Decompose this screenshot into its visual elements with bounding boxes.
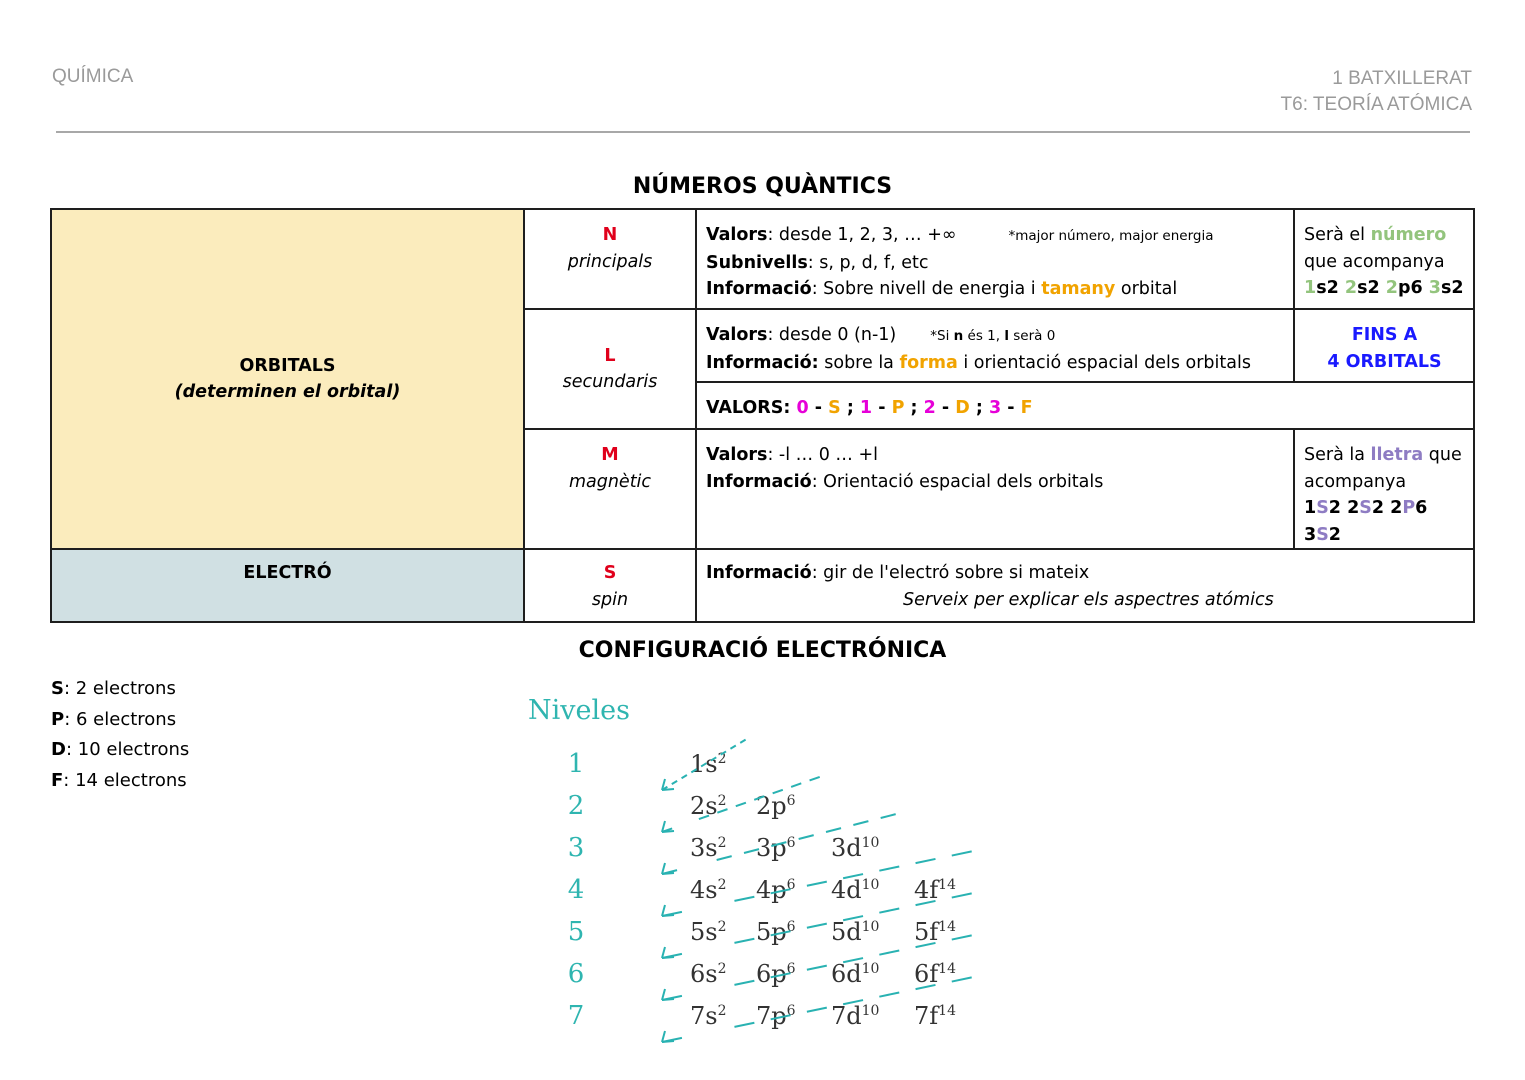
diagonal-line	[879, 951, 899, 955]
header-divider	[56, 131, 1470, 133]
diagonal-line	[853, 821, 868, 825]
diagonal-line	[717, 809, 727, 813]
diagonal-line	[662, 789, 674, 790]
level-number: 4	[567, 875, 585, 905]
diagonal-line	[807, 882, 827, 886]
diagram-heading: Niveles	[528, 695, 630, 726]
diagonal-line	[662, 947, 665, 958]
l-info-line: Informació: sobre la forma i orientació espacial dels orbitals	[706, 352, 1251, 373]
s-info-note: Serveix per explicar els aspectres atómics	[903, 589, 1274, 610]
diagonal-line	[952, 977, 972, 981]
orbital-label: $1s^2$	[690, 750, 727, 778]
diagonal-line	[662, 831, 674, 832]
diagonal-line	[826, 828, 841, 832]
diagonal-line	[799, 835, 814, 839]
diagonal-line	[662, 957, 674, 958]
diagonal-line	[662, 1041, 674, 1042]
diagonal-line	[791, 783, 801, 787]
diagonal-line	[879, 867, 899, 871]
header-course-level: 1 BATXILLERAT	[1332, 68, 1472, 89]
diagonal-line	[952, 935, 972, 939]
diagonal-line	[952, 893, 972, 897]
s-info-line: Informació: gir de l'electró sobre si mateix	[706, 563, 1090, 583]
orbital-label: $5s^2$	[690, 918, 727, 946]
diagonal-line	[662, 905, 665, 916]
list-item: P: 6 electrons	[51, 708, 177, 730]
orbital-label: $7f^{14}$	[914, 1002, 956, 1030]
m-valors-line: Valors: -l … 0 … +l	[706, 445, 879, 465]
diagonal-line	[734, 897, 754, 901]
orbital-label: $6d^{10}$	[831, 960, 880, 988]
n-example: 1s2 2s2 2p6 3s2	[1304, 278, 1464, 298]
l-note: *Si n és 1, l serà 0	[930, 328, 1056, 344]
diagonal-line	[672, 781, 677, 784]
level-number: 6	[567, 959, 585, 989]
diagonal-line	[879, 993, 899, 997]
diagonal-line	[682, 775, 687, 778]
m-info-line: Informació: Orientació espacial dels orbitals	[706, 471, 1104, 492]
m-info-cell	[696, 429, 1294, 549]
orbital-label: $4s^2$	[690, 876, 727, 904]
quantum-numbers-table	[50, 208, 1475, 623]
orbital-label: $3d^{10}$	[831, 834, 880, 862]
row-n	[51, 209, 1474, 309]
header-subject: QUÍMICA	[52, 66, 134, 87]
electron-capacity-list	[51, 674, 189, 796]
diagonal-line	[810, 777, 820, 781]
s-name: spin	[591, 589, 629, 610]
l-info-cell	[696, 309, 1294, 382]
level-number: 2	[567, 791, 585, 821]
diagonal-line	[881, 814, 896, 818]
diagonal-line	[717, 856, 732, 860]
orbital-label: $4f^{14}$	[914, 876, 956, 904]
m-example: 1S2 2S2 2P6 3S2	[1304, 498, 1428, 545]
n-note: *major número, major energia	[1008, 228, 1214, 244]
list-item: D: 10 electrons	[51, 739, 190, 760]
n-letter: N	[602, 225, 618, 245]
s-info-cell	[696, 549, 1474, 622]
orbital-label: $7s^2$	[690, 1002, 727, 1030]
diagonal-line	[734, 939, 754, 943]
diagonal-line	[730, 746, 735, 749]
diagonal-line	[879, 909, 899, 913]
row-s	[51, 549, 1474, 622]
m-letter: M	[601, 445, 619, 465]
l-letter: L	[604, 345, 616, 366]
l-values-line: VALORS: 0 - S ; 1 - P ; 2 - D ; 3 - F	[706, 398, 1033, 418]
orbital-label: $4p^6$	[756, 876, 796, 904]
orbital-label: $5f^{14}$	[914, 918, 956, 946]
n-subnivells-line: Subnivells: s, p, d, f, etc	[706, 252, 929, 273]
level-number: 7	[567, 1001, 585, 1031]
orbital-label: $4d^{10}$	[831, 876, 880, 904]
l-valors-line: Valors: desde 0 (n-1) *Si n és 1, l serà 0	[706, 325, 1056, 345]
list-item: S: 2 electrons	[51, 678, 176, 699]
l-values-cell	[696, 382, 1474, 429]
list-item: F: 14 electrons	[51, 769, 187, 791]
diagonal-line	[736, 803, 746, 807]
l-side-cell: FINS A 4 ORBITALS	[1294, 309, 1474, 382]
l-name: secundaris	[562, 372, 658, 392]
orbitals-title: ORBITALS	[239, 355, 336, 376]
orbital-label: $7d^{10}$	[831, 1002, 880, 1030]
diagonal-line	[662, 1031, 665, 1042]
diagonal-line	[916, 859, 936, 863]
diagonal-line	[807, 966, 827, 970]
m-label-cell	[524, 429, 696, 549]
m-side-cell: Serà la lletra que acompanya 1S2 2S2 2P6 3S2	[1294, 429, 1474, 549]
diagonal-line	[952, 851, 972, 855]
l-label-cell	[524, 309, 696, 429]
s-letter: S	[603, 563, 617, 583]
diagonal-line	[662, 999, 674, 1000]
n-side-cell: Serà el número que acompanya 1s2 2s2 2p6 3s2	[1294, 209, 1474, 309]
aufbau-diagram	[520, 690, 1010, 1060]
level-number: 5	[567, 917, 585, 947]
header-unit-title: T6: TEORÍA ATÓMICA	[1280, 94, 1472, 115]
orbital-label: $6s^2$	[690, 960, 727, 988]
level-number: 1	[567, 749, 585, 779]
diagonal-line	[734, 981, 754, 985]
diagonal-line	[662, 989, 665, 1000]
n-name: principals	[567, 251, 653, 272]
diagonal-line	[662, 873, 674, 874]
orbitals-cell	[51, 209, 524, 549]
orbitals-subtitle: (determinen el orbital)	[174, 382, 401, 402]
n-info-cell	[696, 209, 1294, 309]
orbital-label: $5p^6$	[756, 918, 796, 946]
orbital-label: $6p^6$	[756, 960, 796, 988]
orbital-label: $5d^{10}$	[831, 918, 880, 946]
s-label-cell	[524, 549, 696, 622]
electron-config-title: CONFIGURACIÓ ELECTRÓNICA	[578, 638, 947, 663]
orbital-label: $2s^2$	[690, 792, 727, 820]
diagonal-line	[734, 1023, 754, 1027]
diagonal-line	[807, 1008, 827, 1012]
level-number: 3	[567, 833, 585, 863]
m-name: magnètic	[568, 471, 652, 492]
diagonal-line	[662, 915, 674, 916]
orbital-label: $7p^6$	[756, 1002, 796, 1030]
electron-title: ELECTRÓ	[243, 563, 332, 583]
orbital-label: $2p^6$	[756, 792, 796, 820]
electron-cell	[51, 549, 524, 622]
n-info-line: Informació: Sobre nivell de energia i tamany orbital	[706, 279, 1178, 299]
diagonal-line	[740, 740, 745, 743]
n-label-cell	[524, 209, 696, 309]
orbital-label: $3p^6$	[756, 834, 796, 862]
quantum-numbers-title: NÚMEROS QUÀNTICS	[632, 174, 893, 199]
n-valors-line: Valors: desde 1, 2, 3, … +∞ *major número, major energia	[706, 225, 1214, 245]
header-course	[1281, 66, 1472, 118]
orbital-label: $3s^2$	[690, 834, 727, 862]
diagonal-line	[807, 924, 827, 928]
orbital-label: $6f^{14}$	[914, 960, 956, 988]
